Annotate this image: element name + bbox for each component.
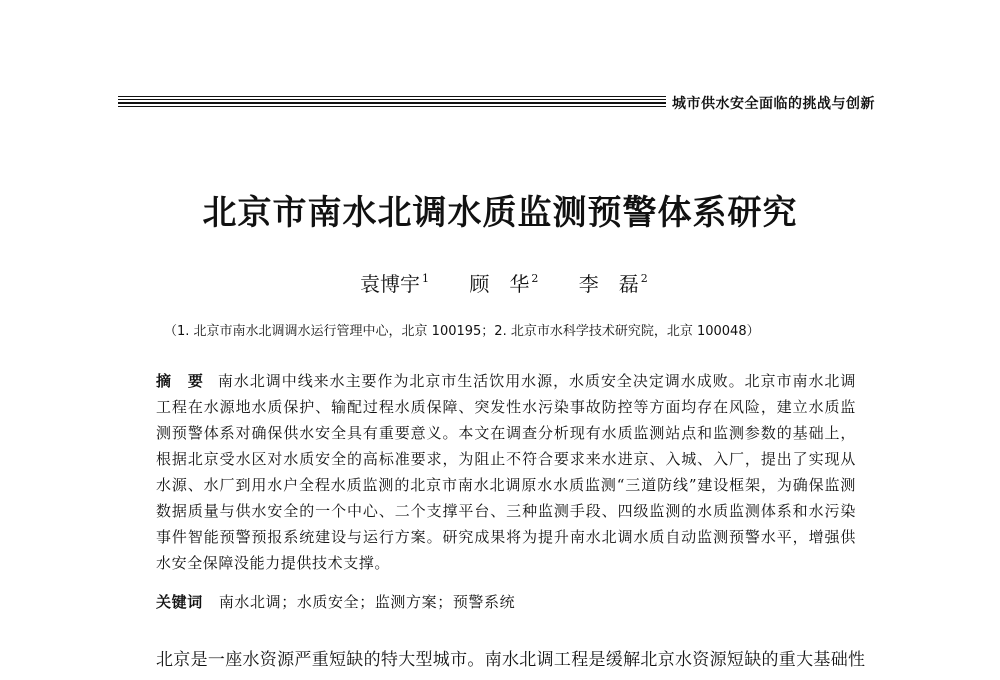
abstract (156, 368, 856, 576)
keywords (156, 591, 515, 612)
affiliation-line: （1. 北京市南水北调调水运行管理中心，北京 100195；2. 北京市水科学技术研究院，北京 100048） (164, 324, 760, 339)
author-affiliation-mark: 2 (640, 272, 648, 285)
author (579, 272, 648, 296)
abstract-text: 南水北调中线来水主要作为北京市生活饮用水源，水质安全决定调水成败。北京市南水北调工程在水源地水质保护、输配过程水质保障、突发性水污染事故防控等方面均存在风险，建立水质监测预警体系对确保供水安全具有重要意义。本文在调查分析现有水质监测站点和监测参数的基础上，根据北京受水区对水质安全的高标准要求，为阻止不符合要求来水进京、入城、入厂，提出了实现从水源、水厂到用水户全程水质监测的北京市南水北调原水水质监测“三道防线”建设框架，为确保监测数据质量与供水安全的一个中心、二个支撑平台、三种监测手段、四级监测的水质监测体系和水污染事件智能预警预报系统建设与运行方案。研究成果将为提升南水北调水质自动监测预警水平，增强供水安全保障没能力提供技术支撑。 (156, 372, 856, 572)
header-rule (118, 102, 666, 104)
author-name: 袁博宇 (360, 272, 420, 296)
author (360, 272, 429, 296)
header-rules (118, 96, 666, 106)
author-name: 顾 华 (469, 272, 530, 296)
author-list (360, 268, 648, 297)
paper-title: 北京市南水北调水质监测预警体系研究 (202, 193, 798, 233)
keywords-text: 南水北调；水质安全；监测方案；预警系统 (218, 593, 516, 611)
body-paragraph: 北京是一座水资源严重短缺的特大型城市。南水北调工程是缓解北京水资源短缺的重大基础性 (156, 650, 866, 670)
header-rule (118, 96, 666, 97)
header-rule (118, 99, 666, 100)
header-rule (118, 106, 666, 107)
author-affiliation-mark: 1 (422, 272, 429, 285)
author (469, 272, 538, 296)
author-affiliation-mark: 2 (531, 272, 539, 285)
running-head: 城市供水安全面临的挑战与创新 (672, 96, 875, 112)
keywords-label: 关键词 (156, 593, 203, 611)
abstract-label: 摘 要 (156, 372, 204, 390)
author-name: 李 磊 (578, 272, 639, 296)
